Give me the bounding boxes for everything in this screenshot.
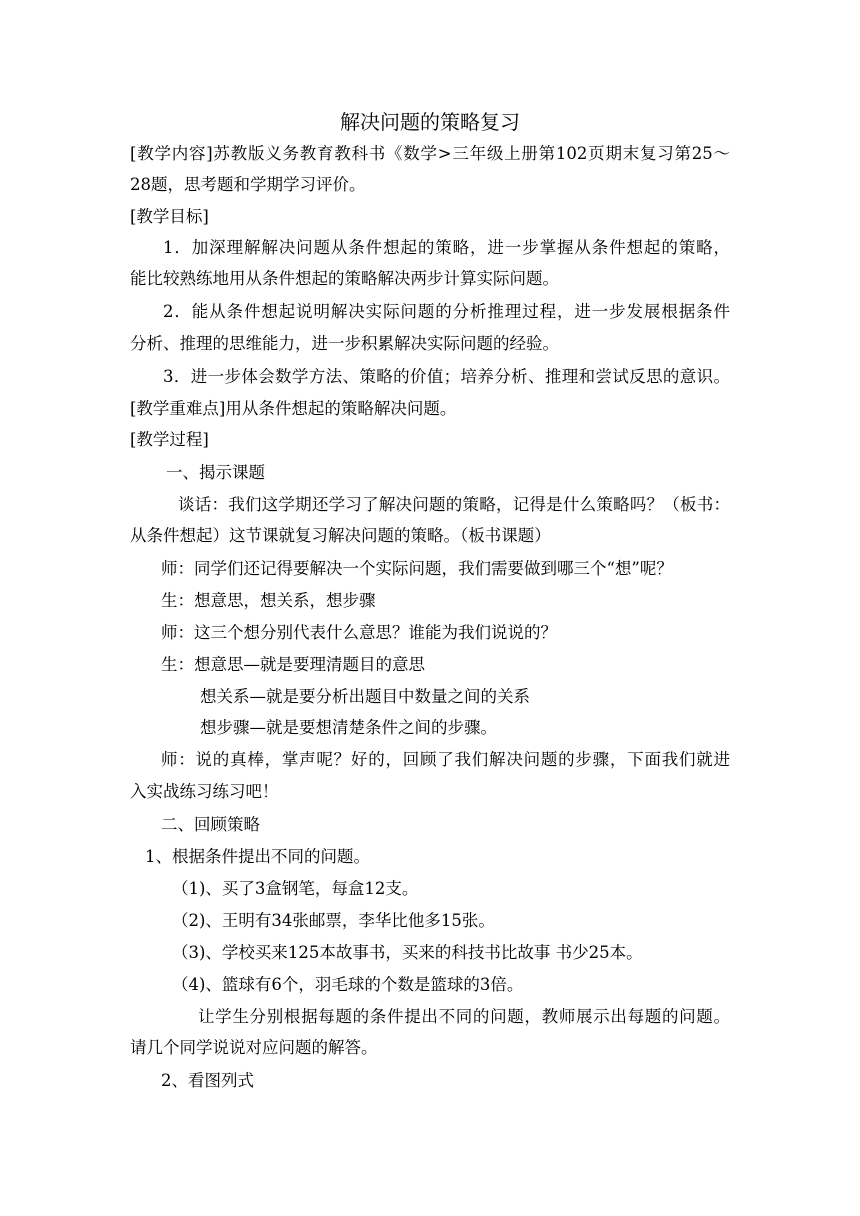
student-answer-2-line-1: 生：想意思—就是要理清题目的意思: [161, 655, 425, 674]
exercise-1-instruction-line-1: 让学生分别根据每题的条件提出不同的问题，教师展示出每题的问题。: [198, 1007, 730, 1026]
teacher-question-2: 师：这三个想分别代表什么意思？谁能为我们说说的？: [161, 623, 557, 642]
exercise-1-item-2: （2)、王明有34张邮票，李华比他多15张。: [172, 911, 495, 930]
student-answer-2-line-2: 想关系—就是要分析出题目中数量之间的关系: [200, 687, 530, 706]
document-title: 解决问题的策略复习: [340, 110, 520, 134]
section-2-heading: 二、回顾策略: [161, 815, 260, 834]
teacher-question-1: 师：同学们还记得要解决一个实际问题，我们需要做到哪三个“想”呢？: [161, 559, 673, 578]
teacher-praise-line-2: 入实战练习练习吧！: [130, 782, 279, 801]
exercise-1-item-1: （1)、买了3盒钢笔，每盒12支。: [172, 879, 419, 898]
goal-2-line-2: 分析、推理的思维能力，进一步积累解决实际问题的经验。: [130, 334, 559, 353]
exercise-1-item-3: （3)、学校买来125本故事书，买来的科技书比故事 书少25本。: [172, 943, 643, 962]
intro-talk-line-2: 从条件想起）这节课就复习解决问题的策略。（板书课题）: [130, 526, 551, 545]
goal-2-line-1: 2．能从条件想起说明解决实际问题的分析推理过程，进一步发展根据条件: [163, 302, 730, 321]
exercise-1-item-4: （4)、篮球有6个，羽毛球的个数是篮球的3倍。: [172, 975, 524, 994]
teacher-praise-line-1: 师：说的真棒，掌声呢？好的，回顾了我们解决问题的步骤，下面我们就进: [161, 750, 730, 769]
key-points-line: [教学重难点]用从条件想起的策略解决问题。: [130, 399, 457, 418]
exercise-2-heading: 2、看图列式: [161, 1071, 254, 1090]
student-answer-1: 生：想意思，想关系，想步骤: [161, 591, 376, 610]
teaching-content-line-2: 28题，思考题和学期学习评价。: [130, 175, 366, 194]
goal-1-line-1: 1．加深理解解决问题从条件想起的策略，进一步掌握从条件想起的策略，: [163, 238, 730, 257]
teaching-goals-heading: [教学目标]: [130, 207, 209, 226]
section-1-heading: 一、揭示课题: [166, 463, 265, 482]
exercise-1-instruction-line-2: 请几个同学说说对应问题的解答。: [130, 1038, 378, 1057]
goal-3-line: 3．进一步体会数学方法、策略的价值；培养分析、推理和尝试反思的意识。: [163, 367, 730, 386]
exercise-1-heading: 1、根据条件提出不同的问题。: [145, 847, 370, 866]
goal-1-line-2: 能比较熟练地用从条件想起的策略解决两步计算实际问题。: [130, 269, 559, 288]
student-answer-2-line-3: 想步骤—就是要想清楚条件之间的步骤。: [200, 718, 497, 737]
teaching-content-line-1: [教学内容]苏教版义务教育教科书《数学>三年级上册第102页期末复习第25～: [130, 144, 730, 163]
teaching-process-heading: [教学过程]: [130, 430, 209, 449]
intro-talk-line-1: 谈话：我们这学期还学习了解决问题的策略，记得是什么策略吗？（板书：: [178, 495, 730, 514]
